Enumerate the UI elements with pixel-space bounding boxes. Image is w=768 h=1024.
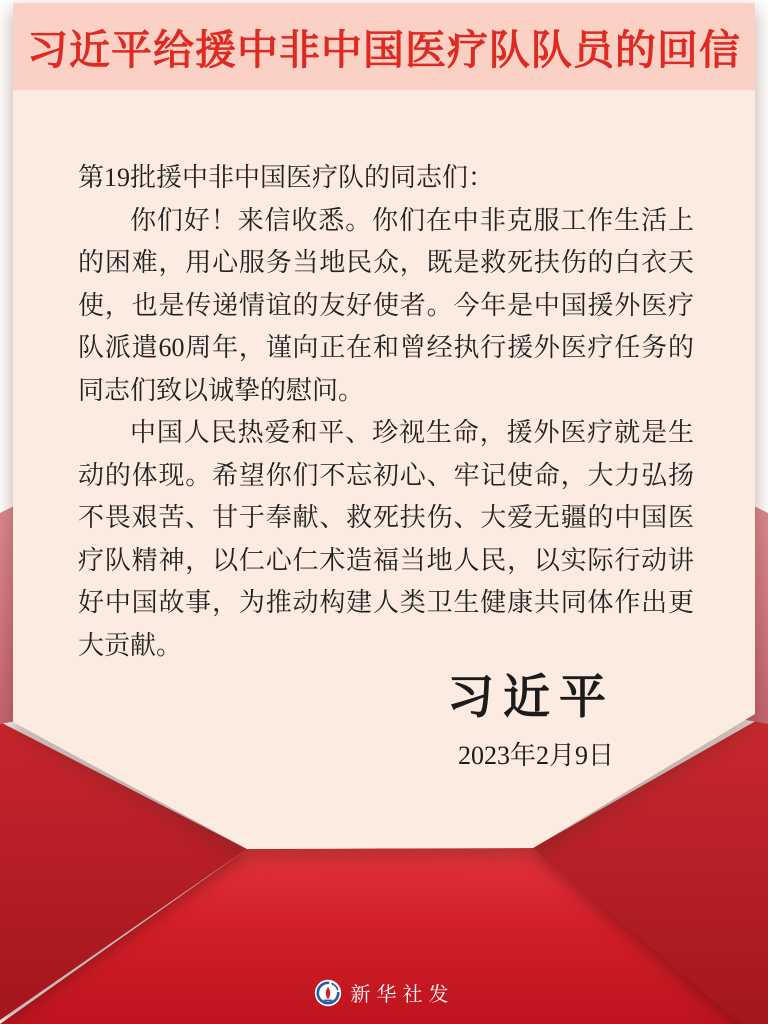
letter-paragraph-2: 中国人民热爱和平、珍视生命，援外医疗就是生动的体现。希望你们不忘初心、牢记使命，大力弘扬不畏艰苦、甘于奉献、救死扶伤、大爱无疆的中国医疗队精神，以仁心仁术造福当地人民，以实际行动讲好中国故事，为推动构建人类卫生健康共同体作出更大贡献。: [78, 418, 694, 660]
letter-signature: 习近平: [447, 672, 615, 724]
letter-paragraph-1: 你们好！来信收悉。你们在中非克服工作生活上的困难，用心服务当地民众，既是救死扶伤的白衣天使，也是传递情谊的友好使者。今年是中国援外医疗队派遣60周年，谨向正在和曾经执行援外医疗任务的同志们致以诚挚的慰问。: [78, 205, 694, 405]
title-banner: [13, 3, 755, 90]
page-title: 习近平给援中非中国医疗队队员的回信: [27, 27, 741, 73]
footer-credit: [0, 978, 768, 1007]
letter-date: 2023年2月9日: [457, 741, 614, 770]
letter-body: [78, 157, 694, 667]
xinhua-logo-icon: [314, 979, 342, 1007]
credit-text: 新华社发: [350, 984, 455, 1006]
letter-salutation: 第19批援中非中国医疗队的同志们：: [78, 163, 495, 192]
